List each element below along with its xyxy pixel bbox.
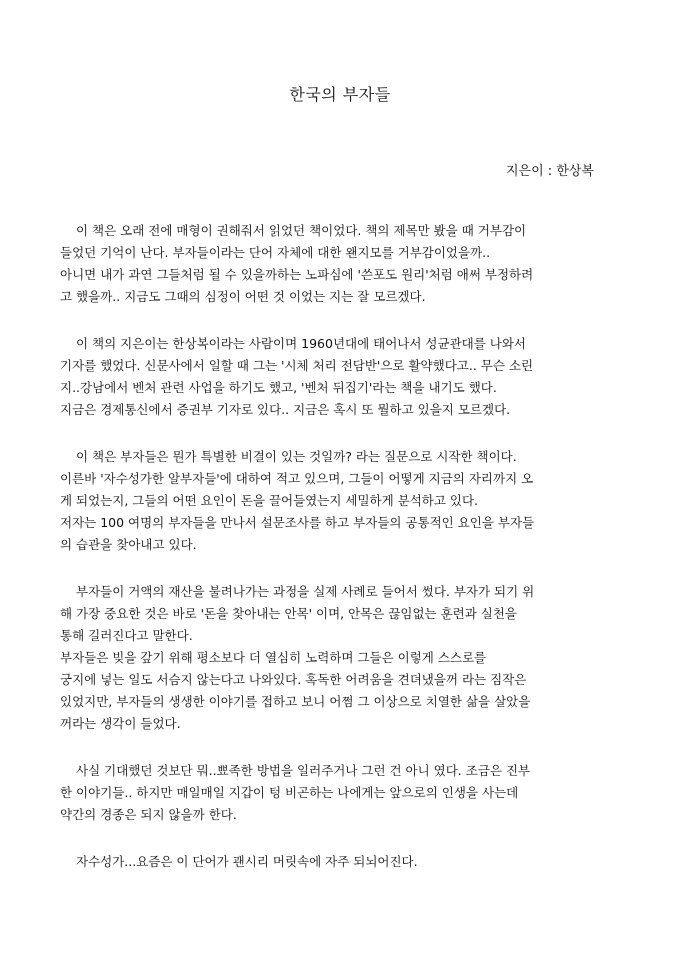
text-line: 지..강남에서 벤처 관련 사업을 하기도 했고, '벤처 뒤집기'라는 책을 내기도 했다. [60,380,497,395]
text-line: 지금은 경제통신에서 증권부 기자로 있다.. 지금은 혹시 또 뭘하고 있을지 모르겠다. [60,402,511,417]
text-line: 기자를 했었다. 신문사에서 일할 때 그는 '시체 처리 전담반'으로 활약했다고.. 무슨 소린 [60,358,534,373]
text-line: 자수성가...요즘은 이 단어가 괜시리 머릿속에 자주 되뇌어진다. [76,854,418,869]
paragraph [60,581,626,735]
text-line: 고 했을까.. 지금도 그때의 심정이 어떤 것 이었는 지는 잘 모르겠다. [60,289,426,304]
paragraph [60,333,626,421]
text-line: 이 책은 오래 전에 매형이 권해줘서 읽었던 책이었다. 책의 제목만 봤을 때 거부감이 [76,223,527,238]
text-line: 들었던 기억이 난다. 부자들이라는 단어 자체에 대한 왠지모를 거부감이었을까.. [60,245,491,260]
text-line: 꺼라는 생각이 들었다. [60,716,181,731]
document-title: 한국의 부자들 [289,85,391,104]
paragraph [60,851,626,873]
text-line: 저자는 100 여명의 부자들을 만나서 설문조사를 하고 부자들의 공통적인 요인을 부자들 [60,515,535,530]
text-line: 해 가장 중요한 것은 바로 '돈을 찾아내는 안목' 이며, 안목은 끊임없는 훈련과 실천을 [60,606,518,621]
text-line: 부자들이 거액의 재산을 불려나가는 과정을 실제 사례로 들어서 썼다. 부자가 되기 위 [76,584,535,599]
text-line: 아니면 내가 과연 그들처럼 될 수 있을까하는 노파심에 '쓴포도 원리'처럼 애써 부정하려 [60,267,534,282]
paragraph [60,760,626,826]
text-line: 있었지만, 부자들의 생생한 이야기를 접하고 보니 어쩜 그 이상으로 치열한 삶을 살았을 [60,694,531,709]
text-line: 의 습관을 찾아내고 있다. [60,537,197,552]
text-line: 이 책은 부자들은 뭔가 특별한 비결이 있는 것일까? 라는 질문으로 시작한 책이다. [76,449,517,464]
text-line: 이 책의 지은이는 한상복이라는 사람이며 1960년대에 태어나서 성균관대를 나와서 [76,336,526,351]
text-line: 통해 길러진다고 말한다. [60,628,193,643]
text-line: 게 되었는지, 그들의 어떤 요인이 돈을 끌어들였는지 세밀하게 분석하고 있다. [60,493,479,508]
text-line: 이른바 '자수성가한 알부자들'에 대하여 적고 있으며, 그들이 어떻게 지금의 자리까지 오 [60,471,534,486]
text-line: 부자들은 빚을 갚기 위해 평소보다 더 열심히 노력하며 그들은 이렇게 스스로를 [60,650,487,665]
text-line: 사실 기대했던 것보단 뭐..뾰족한 방법을 일러주거나 그런 건 아니 였다. 조금은 진부 [76,763,531,778]
paragraph [60,220,626,308]
text-line: 한 이야기들.. 하지만 매일매일 지갑이 텅 비곤하는 나에게는 앞으로의 인생을 사는데 [60,785,519,800]
text-line: 약간의 경종은 되지 않을까 한다. [60,807,237,822]
paragraph [60,446,626,556]
text-line: 궁지에 넣는 일도 서슴지 않는다고 나와있다. 혹독한 어려움을 견뎌냈을꺼 라는 짐작은 [60,672,527,687]
document-body [60,220,626,898]
author-line: 지은이 : 한상복 [506,164,594,179]
